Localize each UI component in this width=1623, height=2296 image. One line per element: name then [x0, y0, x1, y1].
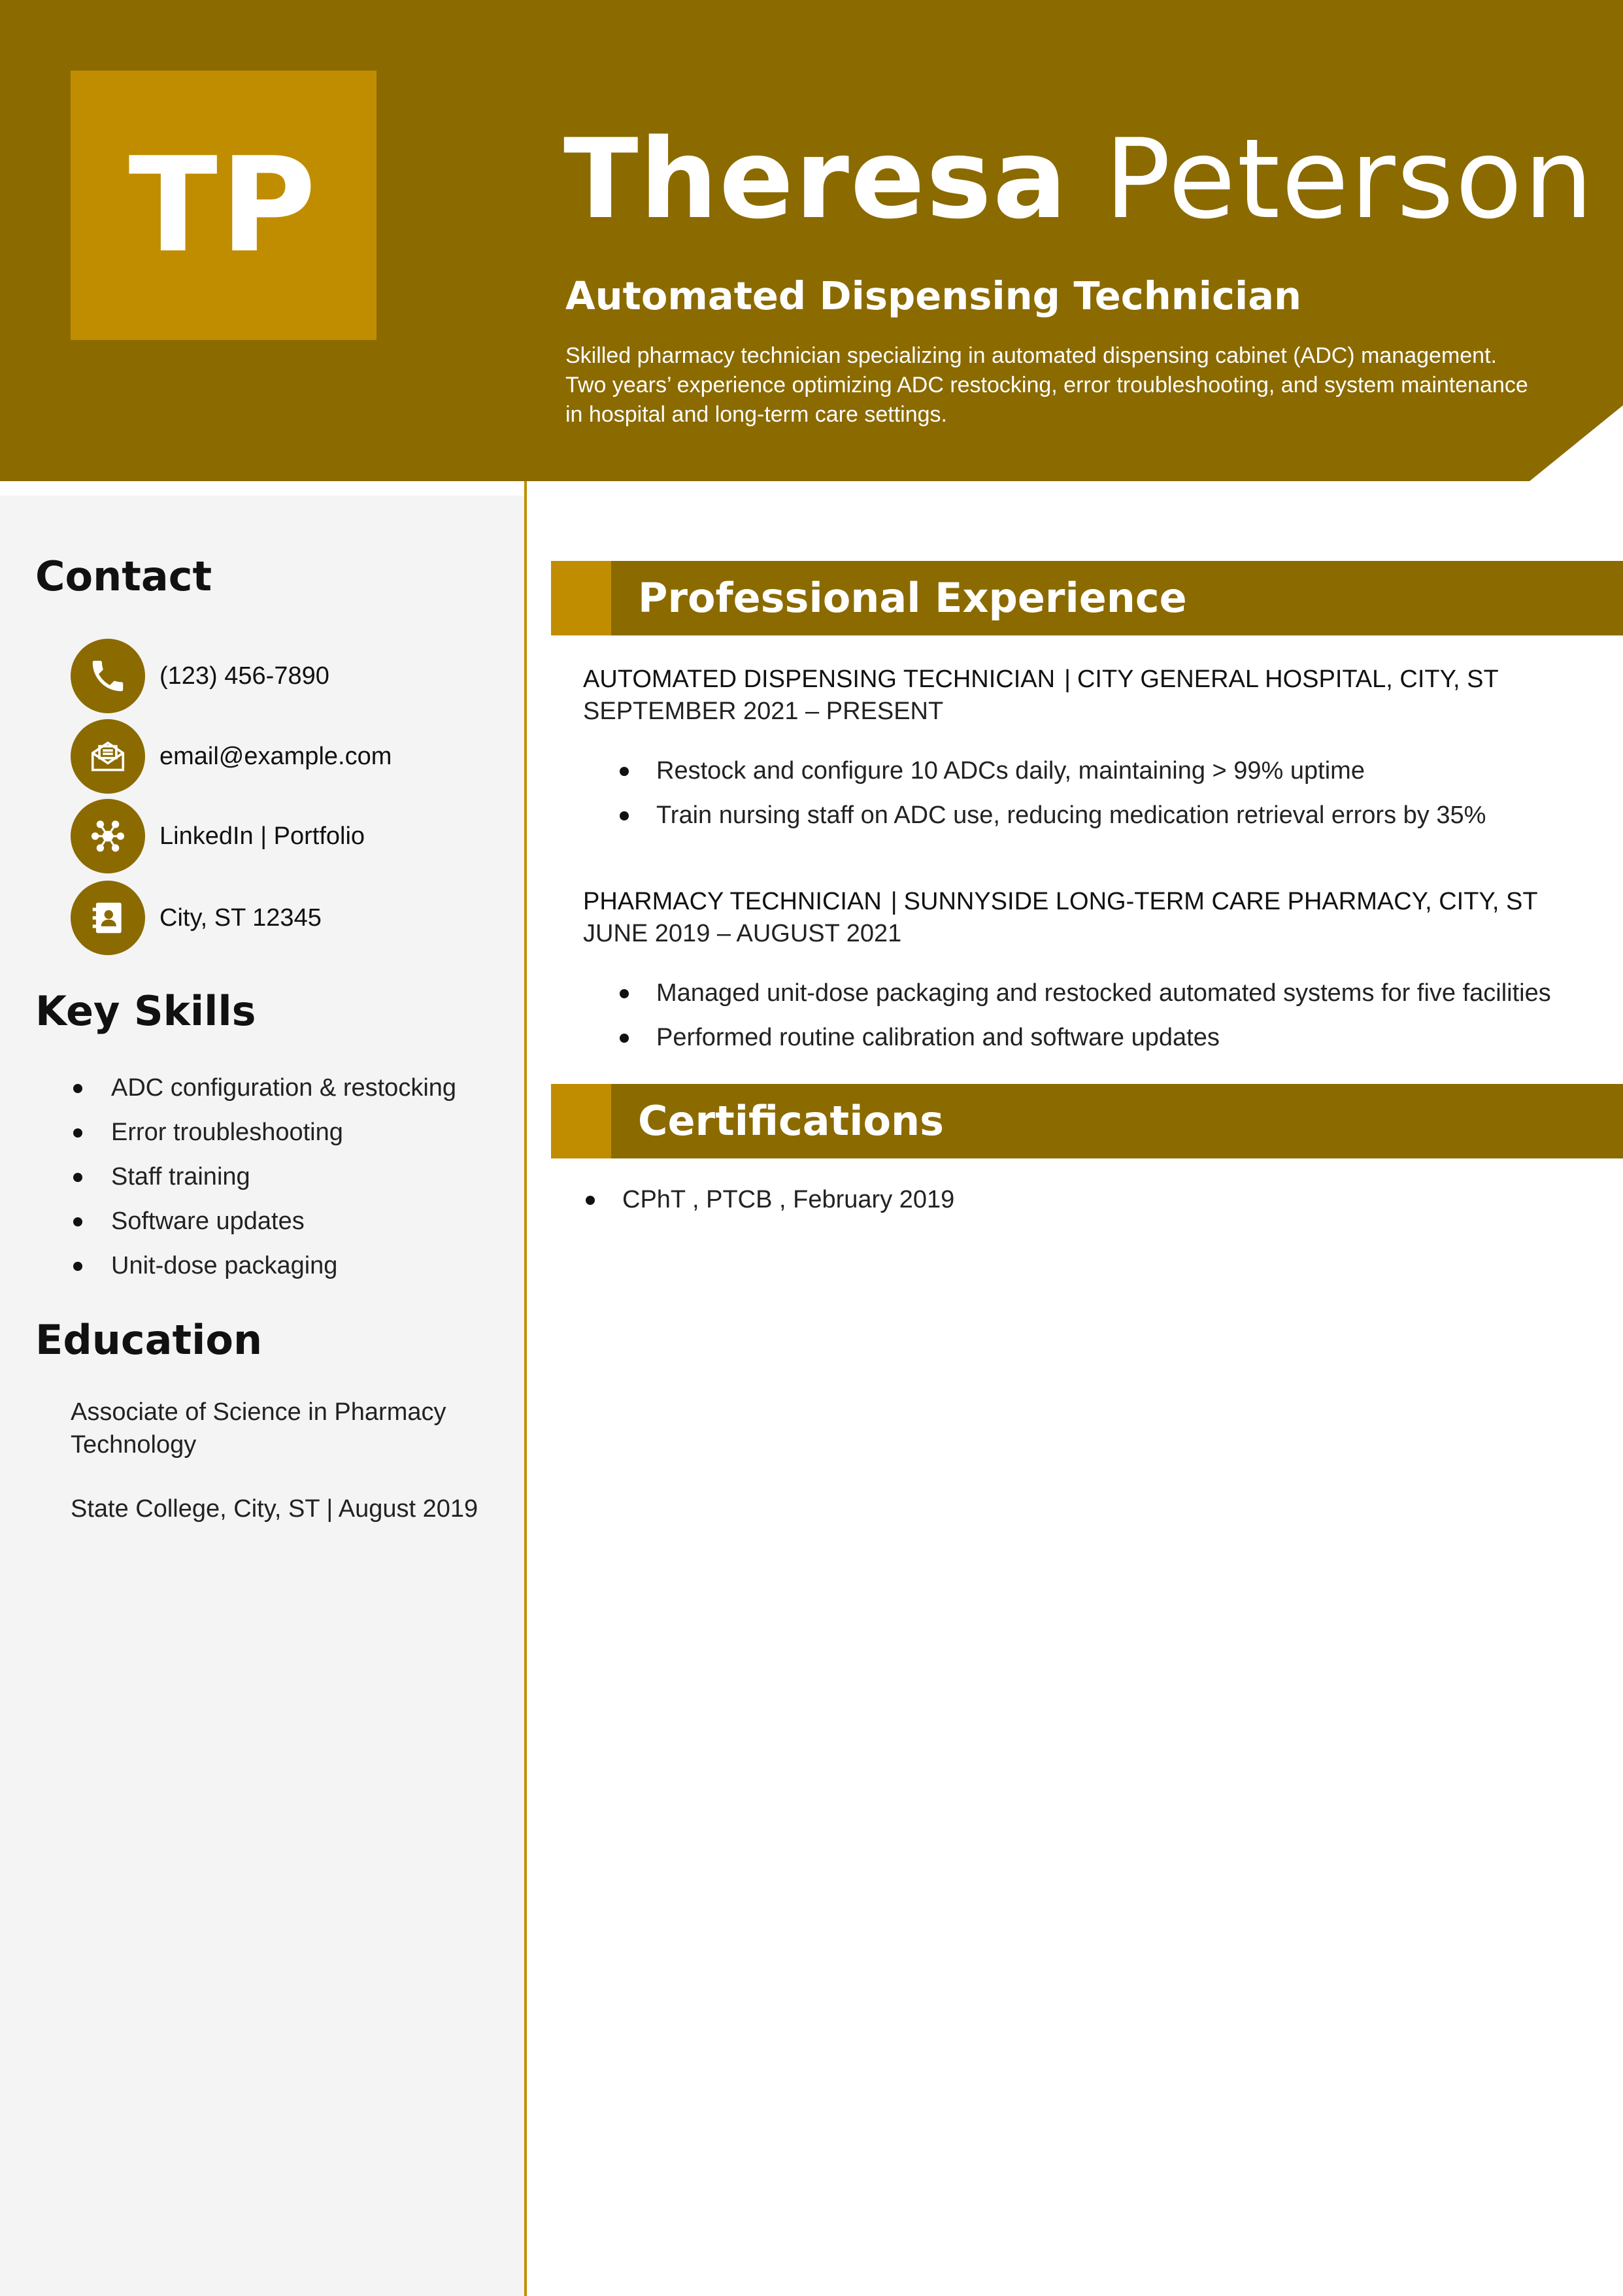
job-heading	[583, 666, 1499, 694]
certifications-heading: Certifications	[638, 1097, 945, 1145]
job-title-text: AUTOMATED DISPENSING TECHNICIAN	[583, 666, 1056, 693]
last-name: Peterson	[1104, 115, 1595, 243]
first-name: Theresa	[563, 115, 1069, 243]
job-bullet: Managed unit-dose packaging and restocked automated systems for five facilities	[614, 971, 1551, 1015]
network-icon	[71, 799, 145, 873]
job-separator: |	[890, 888, 897, 915]
job-employer: SUNNYSIDE LONG-TERM CARE PHARMACY, CITY, ST	[903, 888, 1538, 915]
job-dates: SEPTEMBER 2021 – PRESENT	[583, 698, 944, 725]
job-employer: CITY GENERAL HOSPITAL, CITY, ST	[1077, 666, 1499, 693]
header-banner	[0, 0, 1623, 481]
contact-links[interactable]	[71, 799, 365, 873]
sidebar-divider	[524, 481, 527, 2296]
contact-address[interactable]	[71, 881, 322, 955]
monogram-box	[71, 71, 376, 340]
links-text: LinkedIn | Portfolio	[159, 822, 365, 850]
job-bullet: Restock and configure 10 ADCs daily, maintaining > 99% uptime	[614, 749, 1486, 793]
job-separator: |	[1064, 666, 1071, 693]
skill-item: Software updates	[71, 1199, 456, 1243]
job-bullet: Performed routine calibration and software updates	[614, 1015, 1551, 1060]
section-accent	[551, 1084, 611, 1158]
email-text: email@example.com	[159, 742, 392, 770]
phone-text: (123) 456-7890	[159, 662, 329, 690]
education-degree: Associate of Science in Pharmacy Technology	[71, 1398, 446, 1459]
certifications-list	[583, 1180, 954, 1219]
contact-email[interactable]	[71, 719, 392, 794]
certification-item: CPhT , PTCB , February 2019	[583, 1180, 954, 1219]
skill-item: Staff training	[71, 1155, 456, 1199]
skills-list	[71, 1066, 456, 1288]
job-heading	[583, 888, 1538, 916]
education-heading: Education	[35, 1316, 263, 1364]
contact-phone[interactable]	[71, 639, 329, 713]
job-title-text: PHARMACY TECHNICIAN	[583, 888, 882, 915]
job-bullets	[614, 971, 1551, 1060]
skill-item: ADC configuration & restocking	[71, 1066, 456, 1110]
skill-item: Unit-dose packaging	[71, 1243, 456, 1288]
job-bullet: Train nursing staff on ADC use, reducing medication retrieval errors by 35%	[614, 793, 1486, 837]
education-school: State College, City, ST | August 2019	[71, 1495, 478, 1523]
candidate-name	[563, 115, 1595, 243]
phone-icon	[71, 639, 145, 713]
certifications-section-header	[551, 1084, 1623, 1158]
monogram: TP	[128, 129, 319, 282]
summary: Skilled pharmacy technician specializing in automated dispensing cabinet (ADC) management. Two years’ experience optimizing ADC restocking, error troubleshooting, and system maintenance in hospital and long-term care settings.	[565, 343, 1528, 427]
job-dates: JUNE 2019 – AUGUST 2021	[583, 920, 902, 947]
section-accent	[551, 561, 611, 635]
job-title: Automated Dispensing Technician	[565, 273, 1302, 318]
contact-heading: Contact	[35, 552, 212, 600]
job-bullets	[614, 749, 1486, 837]
skills-heading: Key Skills	[35, 987, 256, 1035]
envelope-icon	[71, 719, 145, 794]
experience-section-header	[551, 561, 1623, 635]
skill-item: Error troubleshooting	[71, 1110, 456, 1155]
contact-book-icon	[71, 881, 145, 955]
address-text: City, ST 12345	[159, 903, 322, 932]
experience-heading: Professional Experience	[638, 574, 1187, 622]
header-corner-cut	[1530, 405, 1623, 481]
